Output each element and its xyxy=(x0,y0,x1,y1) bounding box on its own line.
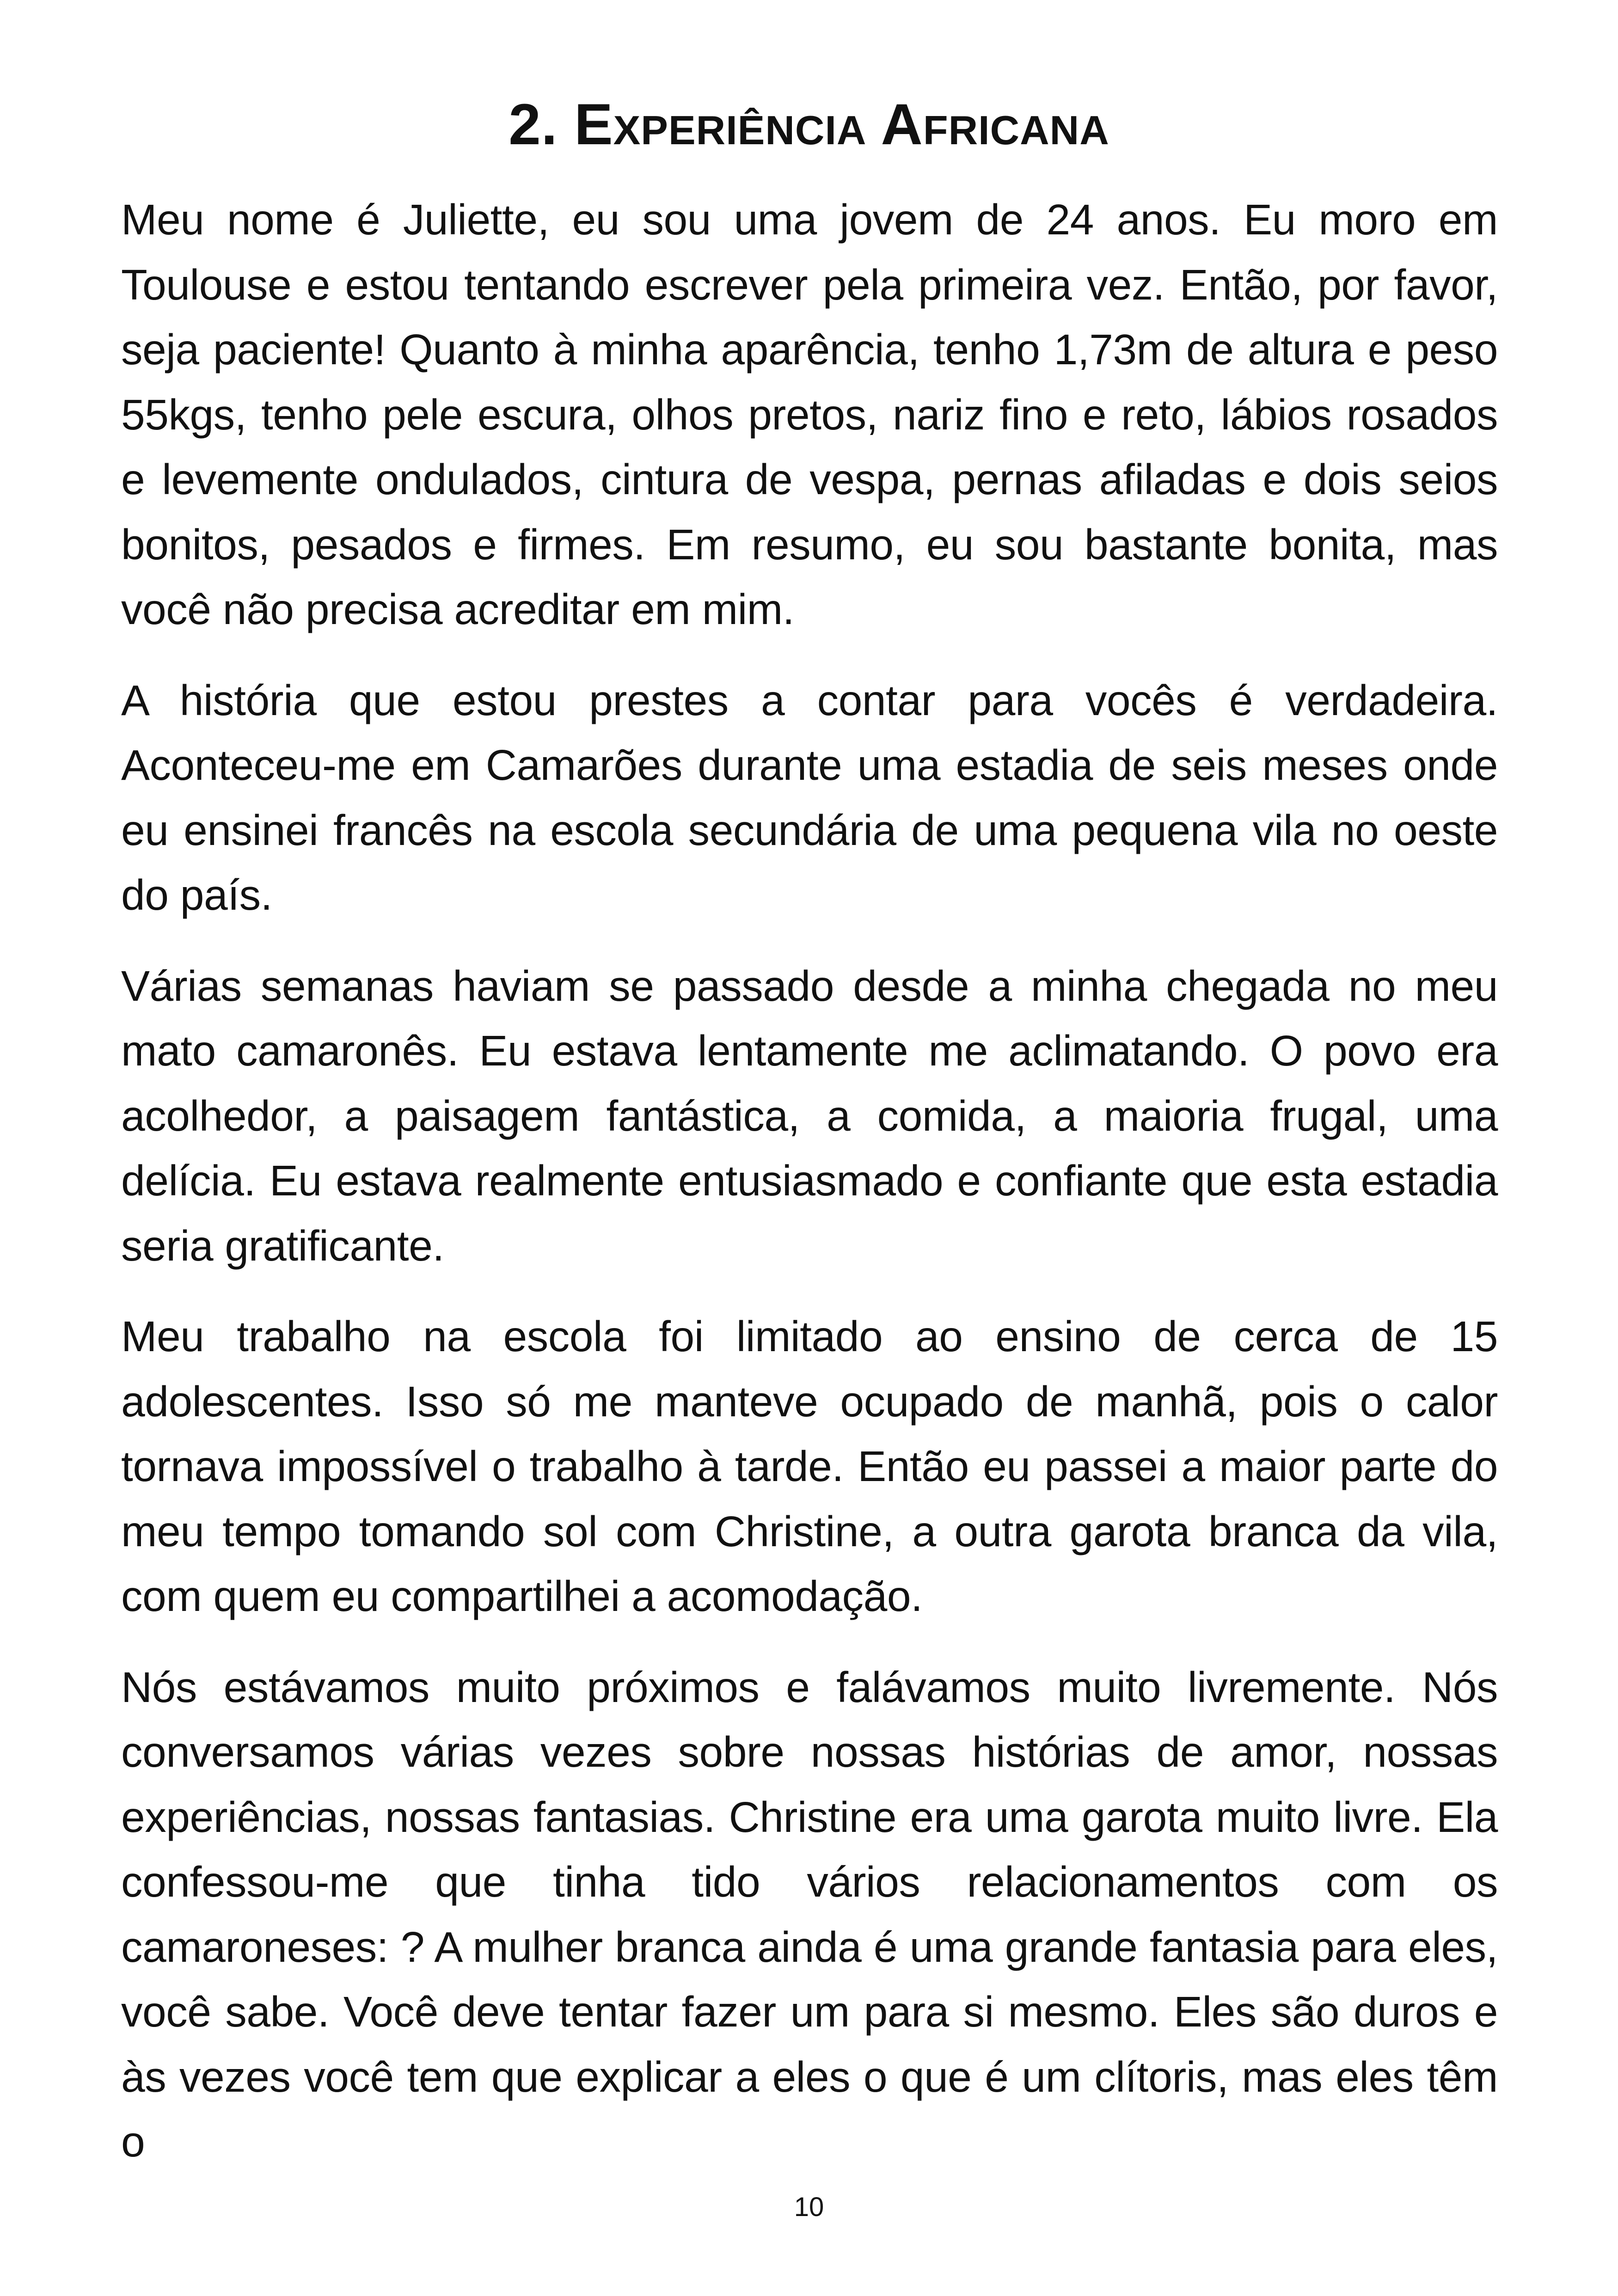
paragraph: A história que estou prestes a contar para vocês é verdadeira. Aconteceu-me em Camarões durante uma estadia de seis meses onde eu ensinei francês na escola secundária de uma pequena vila no oeste do país. xyxy=(121,676,1498,919)
paragraph: Meu nome é Juliette, eu sou uma jovem de 24 anos. Eu moro em Toulouse e estou tentando escrever pela primeira vez. Então, por favor, seja paciente! Quanto à minha aparência, tenho 1,73m de altura e peso 55kgs, tenho pele escura, olhos pretos, nariz fino e reto, lábios rosados e levemente ondulados, cintura de vespa, pernas afiladas e dois seios bonitos, pesados e firmes. Em resumo, eu sou bastante bonita, mas você não precisa acreditar em mim. xyxy=(121,196,1498,633)
page-number: 10 xyxy=(794,2192,824,2222)
paragraph: Nós estávamos muito próximos e falávamos muito livremente. Nós conversamos várias vezes sobre nossas histórias de amor, nossas experiências, nossas fantasias. Christine era uma garota muito livre. Ela confessou-me que tinha tido vários relacionamentos com os camaroneses: ? A mulher branca ainda é uma grande fantasia para eles, você sabe. Você deve tentar fazer um para si mesmo. Eles são duros e às vezes você tem que explicar a eles o que é um clítoris, mas eles têm o xyxy=(121,1663,1498,2166)
paragraph: Meu trabalho na escola foi limitado ao ensino de cerca de 15 adolescentes. Isso só me manteve ocupado de manhã, pois o calor tornava impossível o trabalho à tarde. Então eu passei a maior parte do meu tempo tomando sol com Christine, a outra garota branca da vila, com quem eu compartilhei a acomodação. xyxy=(121,1312,1498,1620)
body-text xyxy=(121,187,1498,2200)
chapter-title: 2. Experiência Africana xyxy=(509,92,1109,157)
paragraph: Várias semanas haviam se passado desde a minha chegada no meu mato camaronês. Eu estava lentamente me aclimatando. O povo era acolhedor, a paisagem fantástica, a comida, a maioria frugal, uma delícia. Eu estava realmente entusiasmado e confiante que esta estadia seria gratificante. xyxy=(121,961,1498,1270)
